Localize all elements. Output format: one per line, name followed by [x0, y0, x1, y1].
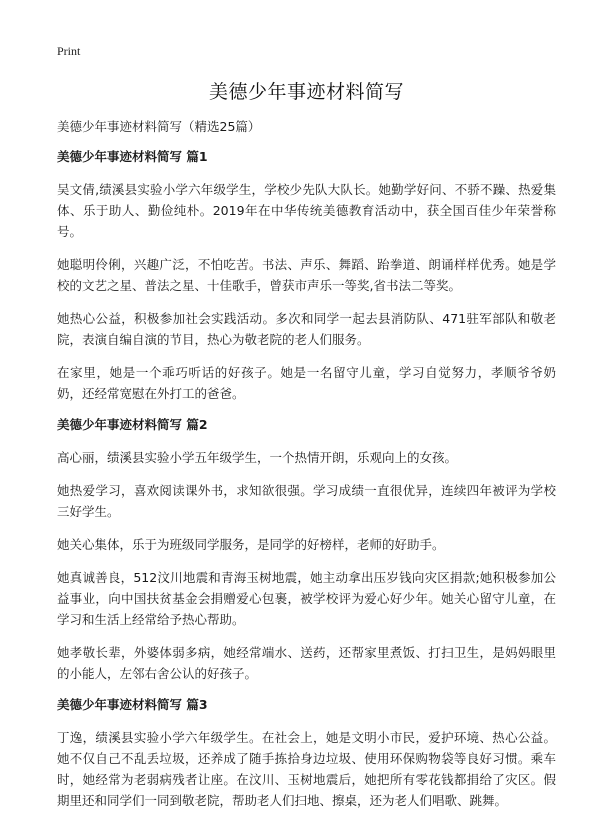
paragraph: 她孝敬长辈，外婆体弱多病，她经常端水、送药，还帮家里煮饭、打扫卫生，是妈妈眼里的小能人，左邻右舍公认的好孩子。: [57, 645, 556, 681]
page-title: 美德少年事迹材料简写: [208, 81, 404, 103]
section-heading: 美德少年事迹材料简写 篇3: [57, 697, 208, 712]
subtitle: 美德少年事迹材料简写（精选25篇）: [57, 119, 261, 134]
paragraph: 她真诚善良，512汶川地震和青海玉树地震，她主动拿出压岁钱向灾区捐款;她积极参加公益事业，向中国扶贫基金会捐赠爱心包裹，被学校评为爱心好少年。她关心留守儿童，在学习和生活上经常给予热心帮助。: [57, 570, 556, 627]
paragraph: 她热爱学习，喜欢阅读课外书，求知欲很强。学习成绩一直很优异，连续四年被评为学校三好学生。: [57, 483, 556, 519]
section-heading: 美德少年事迹材料简写 篇2: [57, 417, 208, 432]
print-link[interactable]: Print: [57, 44, 81, 58]
section-3: [57, 696, 556, 811]
paragraph: 吴文倩,绩溪县实验小学六年级学生，学校少先队大队长。她勤学好问、不骄不躁、热爱集体、乐于助人、勤俭纯朴。2019年在中华传统美德教育活动中，获全国百佳少年荣誉称号。: [57, 182, 556, 239]
paragraph: 她聪明伶俐，兴趣广泛，不怕吃苦。书法、声乐、舞蹈、跆拳道、朗诵样样优秀。她是学校的文艺之星、普法之星、十佳歌手，曾获市声乐一等奖,省书法二等奖。: [57, 257, 556, 293]
section-2: [57, 416, 556, 684]
paragraph: 她关心集体，乐于为班级同学服务，是同学的好榜样，老师的好助手。: [57, 537, 445, 552]
section-heading: 美德少年事迹材料简写 篇1: [57, 149, 208, 164]
section-1: [57, 148, 556, 404]
paragraph: 丁逸，绩溪县实验小学六年级学生。在社会上，她是文明小市民，爱护环境、热心公益。她不仅自己不乱丢垃圾，还养成了随手拣拾身边垃圾、使用环保购物袋等良好习惯。乘车时，她经常为老弱病残者让座。在汶川、玉树地震后，她把所有零花钱都捐给了灾区。假期里还和同学们一同到敬老院，帮助老人们扫地、擦桌，还为老人们唱歌、跳舞。: [57, 730, 556, 808]
paragraph: 高心丽，绩溪县实验小学五年级学生，一个热情开朗，乐观向上的女孩。: [57, 450, 458, 465]
paragraph: 她热心公益，积极参加社会实践活动。多次和同学一起去县消防队、471驻军部队和敬老院，表演自编自演的节目，热心为敬老院的老人们服务。: [57, 311, 556, 347]
paragraph: 在家里，她是一个乖巧听话的好孩子。她是一名留守儿童，学习自觉努力，孝顺爷爷奶奶，还经常宽慰在外打工的爸爸。: [57, 365, 556, 401]
